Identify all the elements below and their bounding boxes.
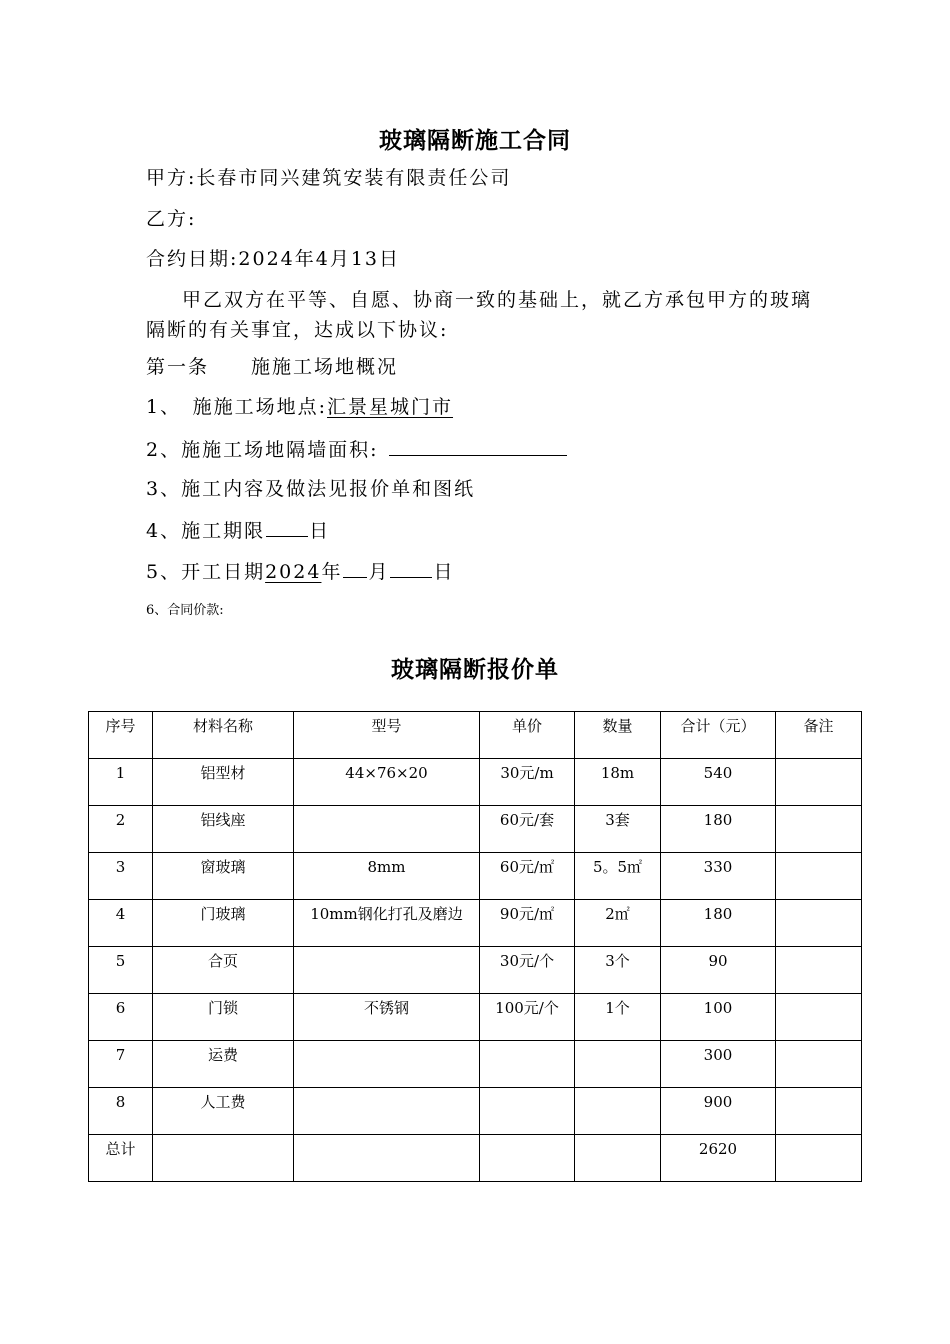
- wall-area-blank: [389, 433, 567, 456]
- quote-header-row: [89, 712, 862, 759]
- cell-total: 900: [661, 1088, 776, 1135]
- cell-quantity: 5。5㎡: [575, 853, 661, 900]
- header-model: 型号: [294, 712, 480, 759]
- cell-remark: [776, 759, 862, 806]
- cell-model: [294, 1041, 480, 1088]
- item-2-label: 2、施施工场地隔墙面积:: [146, 439, 379, 461]
- table-row: [89, 806, 862, 853]
- quote-table: [88, 711, 862, 1182]
- cell-material: 铝线座: [153, 806, 294, 853]
- contract-title: 玻璃隔断施工合同: [379, 127, 571, 154]
- item-2-line: [146, 433, 568, 465]
- cell-index: 3: [89, 853, 153, 900]
- table-row: [89, 853, 862, 900]
- table-row: [89, 900, 862, 947]
- table-row: [89, 994, 862, 1041]
- cell-material: 合页: [153, 947, 294, 994]
- item-5-label: 5、开工日期: [146, 561, 266, 583]
- cell-quantity: 1个: [575, 994, 661, 1041]
- month-unit: 月: [368, 561, 390, 583]
- cell-remark: [776, 1088, 862, 1135]
- cell-remark: [776, 1135, 862, 1182]
- party-a-line: 甲方:长春市同兴建筑安装有限责任公司: [146, 167, 512, 189]
- quote-table-body: [89, 712, 862, 1182]
- cell-index: 4: [89, 900, 153, 947]
- cell-unit-price: 60元/㎡: [480, 853, 575, 900]
- cell-model: 8mm: [294, 853, 480, 900]
- cell-total: 330: [661, 853, 776, 900]
- item-4-line: [146, 514, 330, 546]
- cell-remark: [776, 806, 862, 853]
- cell-model: [294, 1135, 480, 1182]
- start-year-value: 2024: [265, 561, 322, 583]
- start-day-blank: [390, 555, 432, 578]
- cell-unit-price: 30元/m: [480, 759, 575, 806]
- cell-total: 180: [661, 900, 776, 947]
- cell-model: 不锈钢: [294, 994, 480, 1041]
- start-month-blank: [343, 555, 367, 578]
- item-1-line: [146, 392, 453, 422]
- quote-title: 玻璃隔断报价单: [391, 656, 559, 683]
- header-index: 序号: [89, 712, 153, 759]
- cell-material: 运费: [153, 1041, 294, 1088]
- table-row: [89, 1088, 862, 1135]
- cell-material: 门玻璃: [153, 900, 294, 947]
- cell-index: 5: [89, 947, 153, 994]
- cell-total: 300: [661, 1041, 776, 1088]
- cell-material: 铝型材: [153, 759, 294, 806]
- cell-remark: [776, 853, 862, 900]
- cell-material: 门锁: [153, 994, 294, 1041]
- header-total: 合计（元）: [661, 712, 776, 759]
- cell-unit-price: 90元/㎡: [480, 900, 575, 947]
- cell-total: 180: [661, 806, 776, 853]
- table-row: [89, 759, 862, 806]
- cell-total: 90: [661, 947, 776, 994]
- cell-quantity: [575, 1135, 661, 1182]
- table-row: [89, 1135, 862, 1182]
- cell-model: [294, 1088, 480, 1135]
- party-b-line: 乙方:: [146, 208, 197, 230]
- header-quantity: 数量: [575, 712, 661, 759]
- table-row: [89, 1041, 862, 1088]
- cell-material: [153, 1135, 294, 1182]
- header-unit-price: 单价: [480, 712, 575, 759]
- item-4-label: 4、施工期限: [146, 520, 266, 542]
- table-row: [89, 947, 862, 994]
- cell-quantity: 3个: [575, 947, 661, 994]
- cell-remark: [776, 1041, 862, 1088]
- item-6-line: 6、合同价款:: [146, 603, 224, 618]
- cell-unit-price: 30元/个: [480, 947, 575, 994]
- cell-model: [294, 947, 480, 994]
- cell-material: 窗玻璃: [153, 853, 294, 900]
- cell-total: 100: [661, 994, 776, 1041]
- article-1-heading: 第一条 施施工场地概况: [146, 356, 399, 378]
- cell-model: 10mm钢化打孔及磨边: [294, 900, 480, 947]
- cell-index: 7: [89, 1041, 153, 1088]
- cell-quantity: [575, 1088, 661, 1135]
- cell-unit-price: 100元/个: [480, 994, 575, 1041]
- item-4-unit: 日: [309, 520, 331, 542]
- cell-material: 人工费: [153, 1088, 294, 1135]
- cell-total: 540: [661, 759, 776, 806]
- cell-index: 1: [89, 759, 153, 806]
- cell-model: 44×76×20: [294, 759, 480, 806]
- item-5-line: [146, 555, 455, 587]
- cell-index: 6: [89, 994, 153, 1041]
- year-unit: 年: [321, 561, 343, 583]
- cell-unit-price: [480, 1088, 575, 1135]
- day-unit: 日: [433, 561, 455, 583]
- duration-blank: [266, 514, 308, 537]
- contract-date-line: 合约日期:2024年4月13日: [146, 248, 401, 270]
- cell-quantity: [575, 1041, 661, 1088]
- cell-index: 8: [89, 1088, 153, 1135]
- cell-total: 2620: [661, 1135, 776, 1182]
- cell-index: 2: [89, 806, 153, 853]
- header-material: 材料名称: [153, 712, 294, 759]
- item-1-label: 1、 施施工场地点:: [146, 396, 327, 418]
- item-3-line: 3、施工内容及做法见报价单和图纸: [146, 478, 476, 500]
- cell-model: [294, 806, 480, 853]
- cell-unit-price: [480, 1041, 575, 1088]
- header-remark: 备注: [776, 712, 862, 759]
- cell-unit-price: [480, 1135, 575, 1182]
- cell-quantity: 3套: [575, 806, 661, 853]
- cell-remark: [776, 900, 862, 947]
- site-location-value: 汇景星城门市: [327, 396, 454, 418]
- cell-remark: [776, 994, 862, 1041]
- cell-remark: [776, 947, 862, 994]
- cell-index: 总计: [89, 1135, 153, 1182]
- cell-unit-price: 60元/套: [480, 806, 575, 853]
- cell-quantity: 18m: [575, 759, 661, 806]
- cell-quantity: 2㎡: [575, 900, 661, 947]
- intro-paragraph: 甲乙双方在平等、自愿、协商一致的基础上，就乙方承包甲方的玻璃隔断的有关事宜，达成以下协议:: [146, 289, 813, 341]
